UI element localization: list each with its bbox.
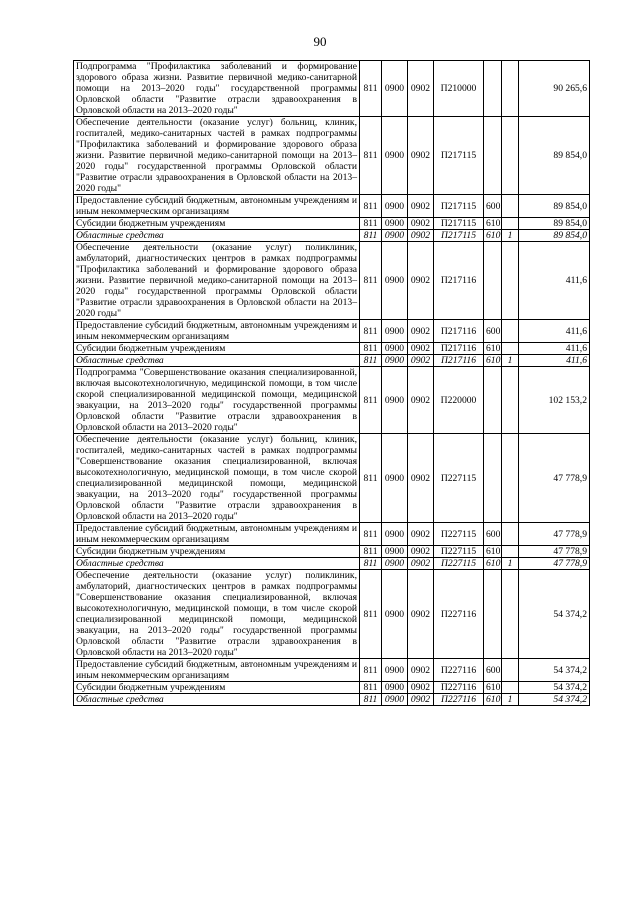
amount-cell: 102 153,2 [519,367,590,434]
expense-type-code-cell [484,434,502,523]
amount-cell: 411,6 [519,343,590,355]
funding-source-code-cell [502,218,519,230]
target-article-code-cell: П217115 [434,117,484,195]
table-row [74,117,590,195]
target-article-code-cell: П227115 [434,558,484,570]
subsection-code-cell: 0902 [408,343,434,355]
amount-cell: 89 854,0 [519,218,590,230]
grbs-code-cell: 811 [360,523,382,546]
funding-source-code-cell [502,682,519,694]
amount-cell: 54 374,2 [519,682,590,694]
section-code-cell: 0900 [382,659,408,682]
amount-cell: 411,6 [519,355,590,367]
subsection-code-cell: 0902 [408,659,434,682]
grbs-code-cell: 811 [360,659,382,682]
target-article-code-cell: П217116 [434,320,484,343]
funding-source-code-cell [502,117,519,195]
subsection-code-cell: 0902 [408,546,434,558]
table-row [74,558,590,570]
funding-source-code-cell [502,242,519,320]
target-article-code-cell: П217116 [434,343,484,355]
funding-source-code-cell [502,61,519,117]
target-article-code-cell: П227115 [434,434,484,523]
table-row [74,343,590,355]
target-article-code-cell: П227116 [434,694,484,706]
grbs-code-cell: 811 [360,434,382,523]
target-article-code-cell: П227116 [434,682,484,694]
funding-source-code-cell [502,546,519,558]
expense-type-code-cell: 600 [484,320,502,343]
subsection-code-cell: 0902 [408,218,434,230]
funding-source-code-cell [502,659,519,682]
subsection-code-cell: 0902 [408,195,434,218]
table-row [74,523,590,546]
target-article-code-cell: П217115 [434,195,484,218]
row-name-cell: Предоставление субсидий бюджетным, автономным учреждениям и иным некоммерческим организациям [74,659,360,682]
funding-source-code-cell: 1 [502,355,519,367]
target-article-code-cell: П227116 [434,659,484,682]
table-row [74,242,590,320]
table-row [74,218,590,230]
table-row [74,434,590,523]
section-code-cell: 0900 [382,367,408,434]
funding-source-code-cell [502,434,519,523]
section-code-cell: 0900 [382,546,408,558]
table-row [74,61,590,117]
section-code-cell: 0900 [382,61,408,117]
subsection-code-cell: 0902 [408,230,434,242]
target-article-code-cell: П217115 [434,230,484,242]
row-name-cell: Предоставление субсидий бюджетным, автономным учреждениям и иным некоммерческим организациям [74,195,360,218]
section-code-cell: 0900 [382,355,408,367]
subsection-code-cell: 0902 [408,558,434,570]
grbs-code-cell: 811 [360,230,382,242]
subsection-code-cell: 0902 [408,117,434,195]
expense-type-code-cell [484,117,502,195]
amount-cell: 54 374,2 [519,694,590,706]
grbs-code-cell: 811 [360,242,382,320]
table-row [74,694,590,706]
target-article-code-cell: П217116 [434,242,484,320]
section-code-cell: 0900 [382,218,408,230]
grbs-code-cell: 811 [360,355,382,367]
funding-source-code-cell [502,570,519,659]
target-article-code-cell: П217116 [434,355,484,367]
table-row [74,570,590,659]
table-row [74,355,590,367]
section-code-cell: 0900 [382,320,408,343]
grbs-code-cell: 811 [360,694,382,706]
subsection-code-cell: 0902 [408,61,434,117]
section-code-cell: 0900 [382,558,408,570]
grbs-code-cell: 811 [360,682,382,694]
row-name-cell: Субсидии бюджетным учреждениям [74,343,360,355]
funding-source-code-cell [502,343,519,355]
expense-type-code-cell: 610 [484,694,502,706]
row-name-cell: Подпрограмма "Профилактика заболеваний и формирование здорового образа жизни. Развитие первичной медико-санитарной помощи на 2013–2020 годы" государственной программы Орловской области "Развитие отрасли здравоохранения в Орловской области на 2013–2020 годы" [74,61,360,117]
amount-cell: 90 265,6 [519,61,590,117]
row-name-cell: Предоставление субсидий бюджетным, автономным учреждениям и иным некоммерческим организациям [74,523,360,546]
funding-source-code-cell [502,195,519,218]
grbs-code-cell: 811 [360,61,382,117]
amount-cell: 47 778,9 [519,558,590,570]
funding-source-code-cell [502,523,519,546]
funding-source-code-cell: 1 [502,558,519,570]
subsection-code-cell: 0902 [408,570,434,659]
table-row [74,230,590,242]
row-name-cell: Областные средства [74,230,360,242]
grbs-code-cell: 811 [360,558,382,570]
expense-type-code-cell: 600 [484,659,502,682]
page-number: 90 [313,34,327,49]
subsection-code-cell: 0902 [408,367,434,434]
section-code-cell: 0900 [382,434,408,523]
section-code-cell: 0900 [382,230,408,242]
section-code-cell: 0900 [382,343,408,355]
expense-type-code-cell: 610 [484,218,502,230]
subsection-code-cell: 0902 [408,523,434,546]
subsection-code-cell: 0902 [408,320,434,343]
section-code-cell: 0900 [382,117,408,195]
row-name-cell: Субсидии бюджетным учреждениям [74,218,360,230]
subsection-code-cell: 0902 [408,682,434,694]
grbs-code-cell: 811 [360,117,382,195]
table-row [74,659,590,682]
grbs-code-cell: 811 [360,195,382,218]
table-row [74,546,590,558]
expense-type-code-cell: 600 [484,523,502,546]
funding-source-code-cell [502,320,519,343]
target-article-code-cell: П217115 [434,218,484,230]
subsection-code-cell: 0902 [408,355,434,367]
funding-source-code-cell: 1 [502,694,519,706]
amount-cell: 89 854,0 [519,230,590,242]
amount-cell: 89 854,0 [519,195,590,218]
expense-type-code-cell [484,367,502,434]
expense-type-code-cell: 610 [484,546,502,558]
table-row [74,367,590,434]
row-name-cell: Субсидии бюджетным учреждениям [74,546,360,558]
section-code-cell: 0900 [382,195,408,218]
amount-cell: 411,6 [519,242,590,320]
subsection-code-cell: 0902 [408,694,434,706]
amount-cell: 89 854,0 [519,117,590,195]
row-name-cell: Обеспечение деятельности (оказание услуг) поликлиник, амбулаторий, диагностических центров в рамках подпрограммы "Профилактика заболеваний и формирование здорового образа жизни. Развитие первичной медико-санитарной помощи на 2013–2020 годы" государственной программы Орловской области "Развитие отрасли здравоохранения в Орловской области на 2013–2020 годы" [74,242,360,320]
target-article-code-cell: П227115 [434,546,484,558]
section-code-cell: 0900 [382,570,408,659]
row-name-cell: Субсидии бюджетным учреждениям [74,682,360,694]
subsection-code-cell: 0902 [408,434,434,523]
expense-type-code-cell: 610 [484,355,502,367]
row-name-cell: Обеспечение деятельности (оказание услуг) поликлиник, амбулаторий, диагностических центров в рамках подпрограммы "Совершенствование оказания специализированной, включая высокотехнологичную, медицинской помощи, в том числе скорой специализированной медицинской помощи, медицинской эвакуации, на 2013–2020 годы" государственной программы Орловской области "Развитие отрасли здравоохранения в Орловской области на 2013–2020 годы" [74,570,360,659]
funding-source-code-cell: 1 [502,230,519,242]
grbs-code-cell: 811 [360,367,382,434]
row-name-cell: Областные средства [74,558,360,570]
table-row [74,682,590,694]
row-name-cell: Областные средства [74,355,360,367]
row-name-cell: Подпрограмма "Совершенствование оказания специализированной, включая высокотехнологичную, медицинской помощи, в том числе скорой специализированной медицинской помощи, медицинской эвакуации, на 2013–2020 годы" государственной программы Орловской области "Развитие отрасли здравоохранения в Орловской области на 2013–2020 годы" [74,367,360,434]
table-row [74,195,590,218]
section-code-cell: 0900 [382,682,408,694]
row-name-cell: Обеспечение деятельности (оказание услуг) больниц, клиник, госпиталей, медико-санитарных частей в рамках подпрограммы "Профилактика заболеваний и формирование здорового образа жизни. Развитие первичной медико-санитарной помощи на 2013–2020 годы" государственной программы Орловской области "Развитие отрасли здравоохранения в Орловской области на 2013–2020 годы" [74,117,360,195]
table-body [74,61,590,706]
target-article-code-cell: П210000 [434,61,484,117]
target-article-code-cell: П227115 [434,523,484,546]
row-name-cell: Предоставление субсидий бюджетным, автономным учреждениям и иным некоммерческим организациям [74,320,360,343]
grbs-code-cell: 811 [360,570,382,659]
expense-type-code-cell: 610 [484,682,502,694]
section-code-cell: 0900 [382,242,408,320]
expense-type-code-cell: 610 [484,230,502,242]
expense-type-code-cell [484,242,502,320]
amount-cell: 47 778,9 [519,523,590,546]
grbs-code-cell: 811 [360,343,382,355]
amount-cell: 411,6 [519,320,590,343]
expense-type-code-cell [484,61,502,117]
grbs-code-cell: 811 [360,218,382,230]
expense-type-code-cell: 610 [484,343,502,355]
target-article-code-cell: П227116 [434,570,484,659]
row-name-cell: Обеспечение деятельности (оказание услуг) больниц, клиник, госпиталей, медико-санитарных частей в рамках подпрограммы "Совершенствование оказания специализированной, включая высокотехнологичную, медицинской помощи, в том числе скорой специализированной медицинской помощи, медицинской эвакуации, на 2013–2020 годы" государственной программы Орловской области "Развитие отрасли здравоохранения в Орловской области на 2013–2020 годы" [74,434,360,523]
expense-type-code-cell [484,570,502,659]
amount-cell: 54 374,2 [519,570,590,659]
grbs-code-cell: 811 [360,320,382,343]
amount-cell: 47 778,9 [519,546,590,558]
table-row [74,320,590,343]
amount-cell: 47 778,9 [519,434,590,523]
section-code-cell: 0900 [382,694,408,706]
subsection-code-cell: 0902 [408,242,434,320]
expense-type-code-cell: 610 [484,558,502,570]
amount-cell: 54 374,2 [519,659,590,682]
target-article-code-cell: П220000 [434,367,484,434]
row-name-cell: Областные средства [74,694,360,706]
expense-type-code-cell: 600 [484,195,502,218]
section-code-cell: 0900 [382,523,408,546]
funding-source-code-cell [502,367,519,434]
grbs-code-cell: 811 [360,546,382,558]
budget-table [73,60,590,706]
